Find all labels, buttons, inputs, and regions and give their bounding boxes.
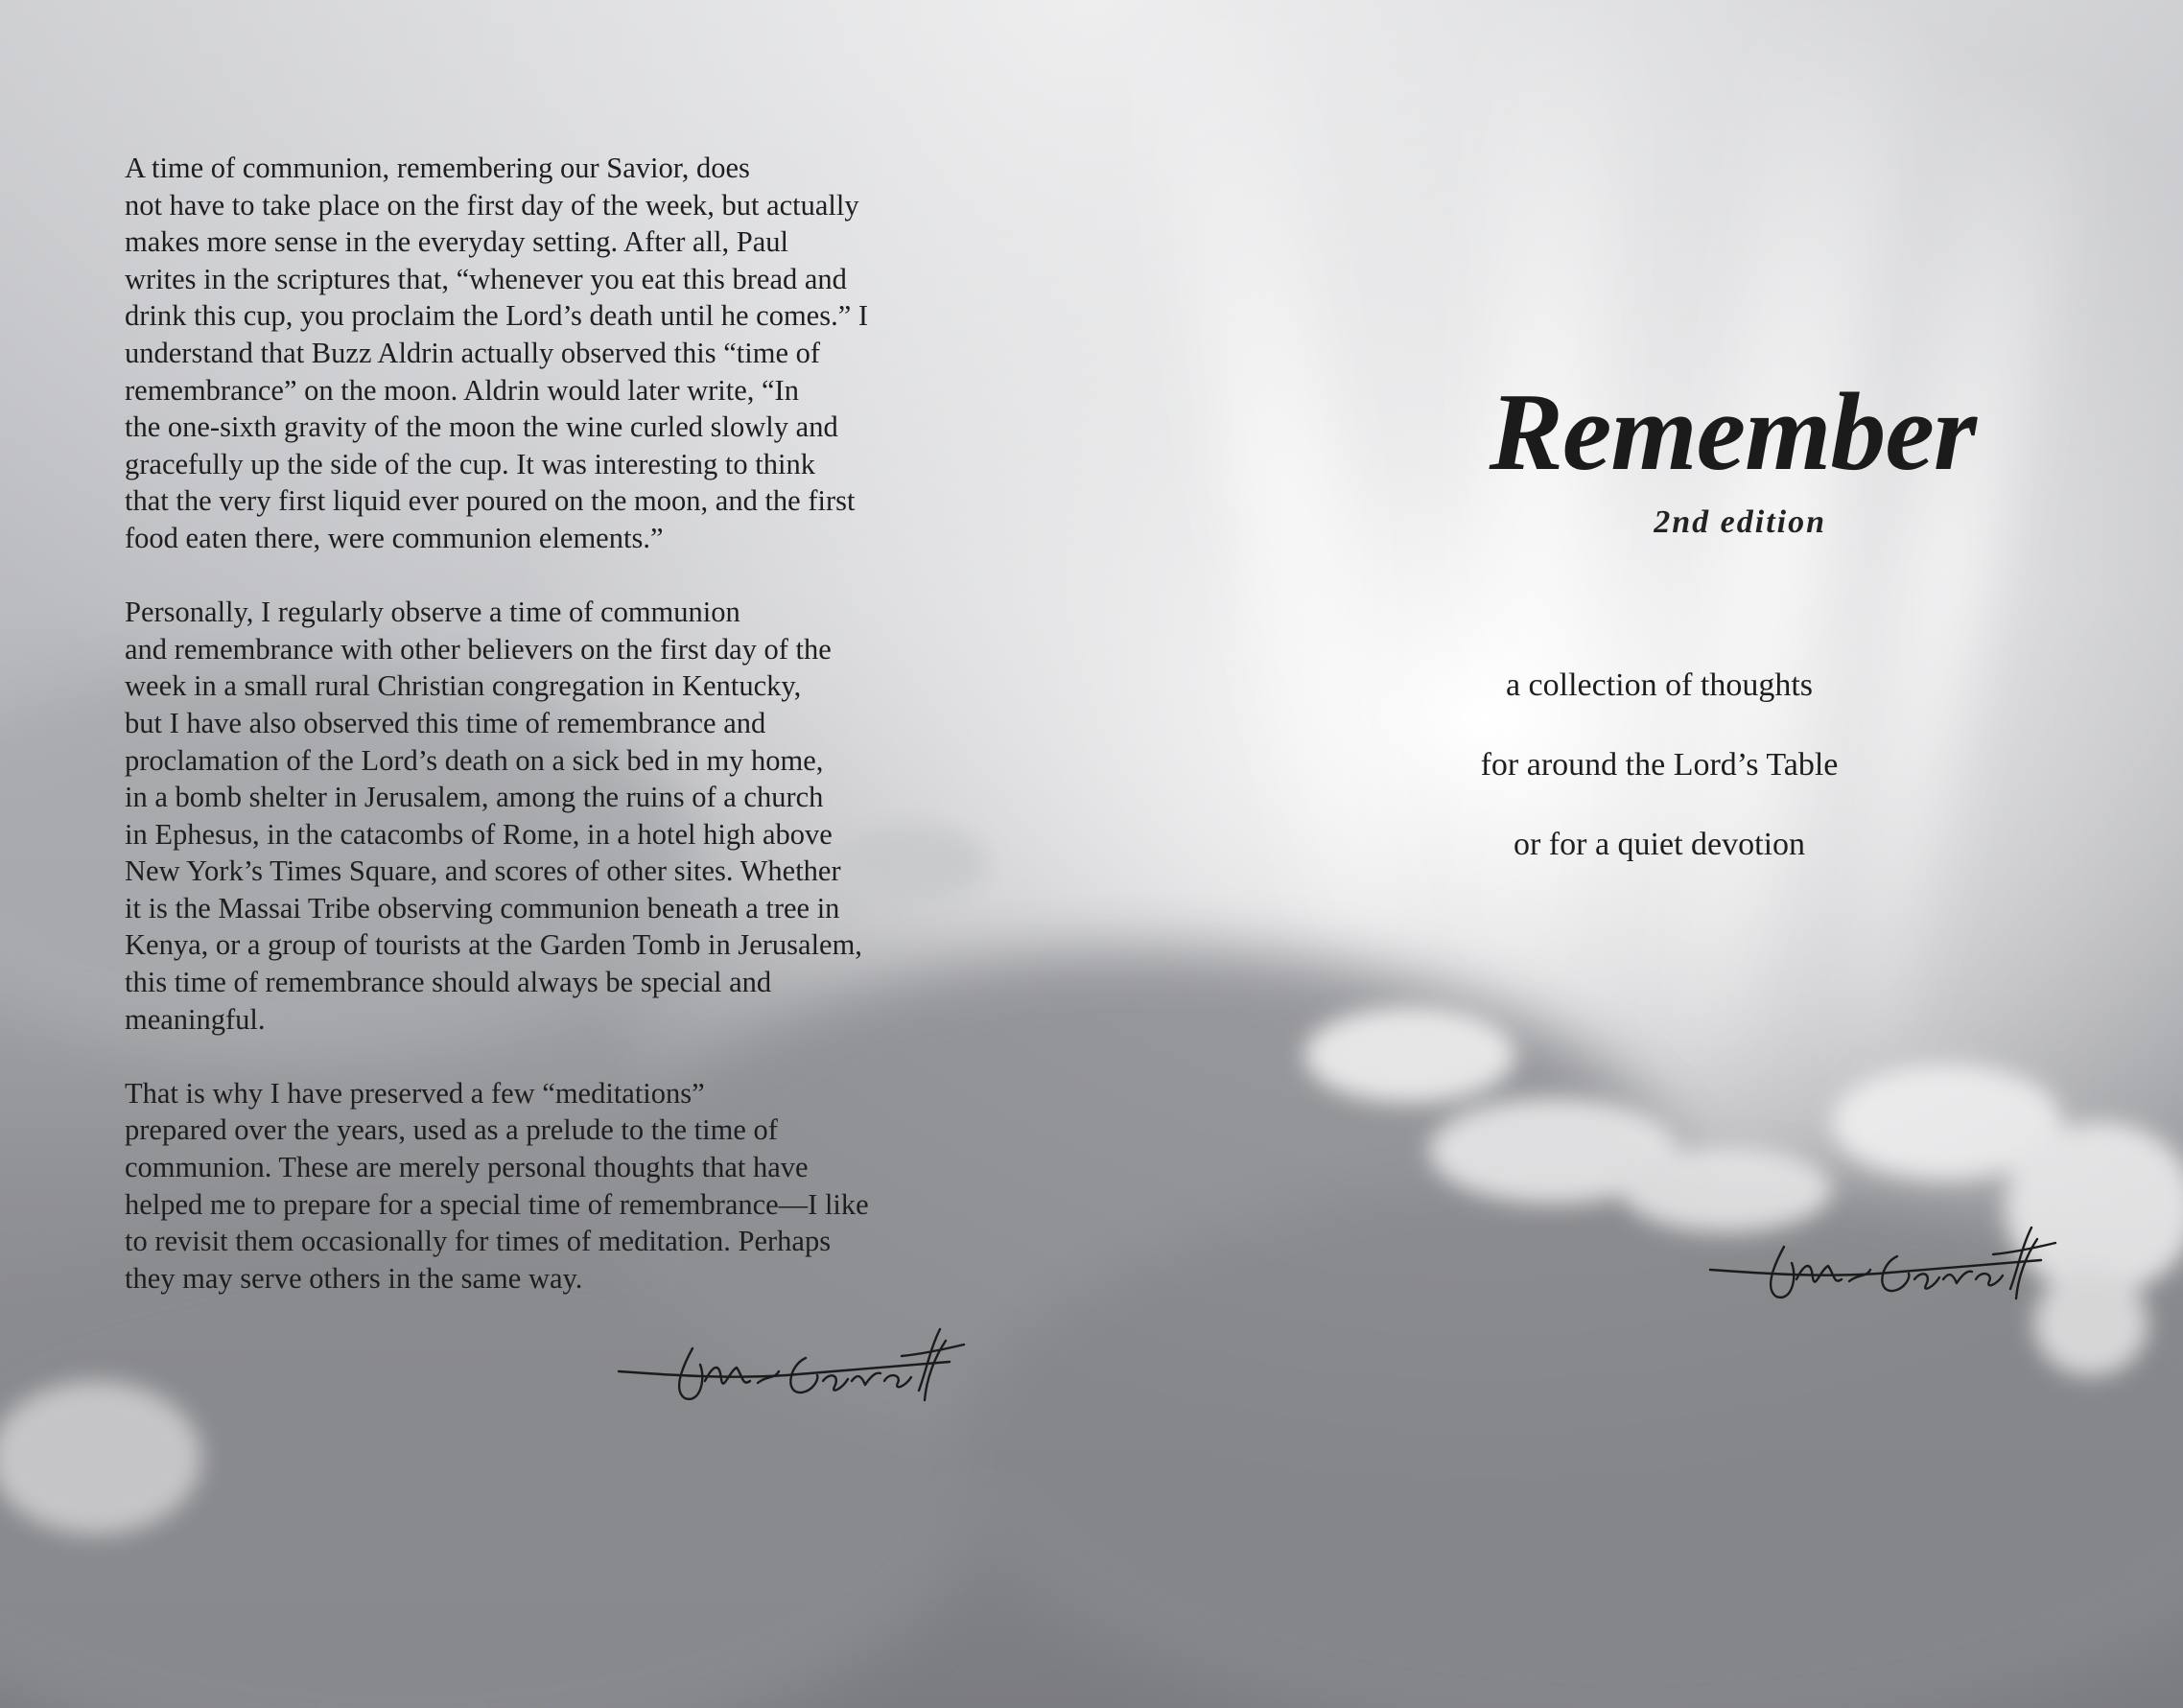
book-title: Remember [1489, 371, 1976, 494]
subtitle-line: or for a quiet devotion [1513, 827, 1806, 862]
back-paragraph-3: That is why I have preserved a few “meditations” prepared over the years, used as a prelude to the time of communion. These are merely personal thoughts that have helped me to prepare for a special time of remembrance—I like to revisit them occasionally for times of meditation. Perhaps they may serve others in the same way. [125, 1076, 869, 1295]
back-paragraph-1: A time of communion, remembering our Savior, does not have to take place on the first day of the week, but actually makes more sense in the everyday setting. After all, Paul writes in the scriptures that, “whenever you eat this bread and drink this cup, you proclaim the Lord’s death until he comes.” I understand that Buzz Aldrin actually observed this “time of remembrance” on the moon. Aldrin would later write, “In the one-sixth gravity of the moon the wine curled slowly and gracefully up the side of the cup. It was interesting to think that the very first liquid ever poured on the moon, and the first food eaten there, were communion elements.” [125, 152, 869, 554]
author-signature-back [614, 1312, 969, 1417]
subtitle-line: a collection of thoughts [1505, 667, 1814, 703]
back-cover-text [125, 150, 921, 1297]
subtitle-line: for around the Lord’s Table [1480, 747, 1839, 783]
edition-label: 2nd edition [1654, 504, 1826, 540]
back-paragraph-2: Personally, I regularly observe a time of communion and remembrance with other believers on the first day of the week in a small rural Christian congregation in Kentucky, but I have also observed this time of remembrance and proclamation of the Lord’s death on a sick bed in my home, in a bomb shelter in Jerusalem, among the ruins of a church in Ephesus, in the catacombs of Rome, in a hotel high above New York’s Times Square, and scores of other sites. Whether it is the Massai Tribe observing communion beneath a tree in Kenya, or a group of tourists at the Garden Tomb in Jerusalem, this time of remembrance should always be special and meaningful. [125, 596, 862, 1036]
author-signature-front [1705, 1210, 2060, 1316]
book-subtitle [1372, 662, 1947, 901]
